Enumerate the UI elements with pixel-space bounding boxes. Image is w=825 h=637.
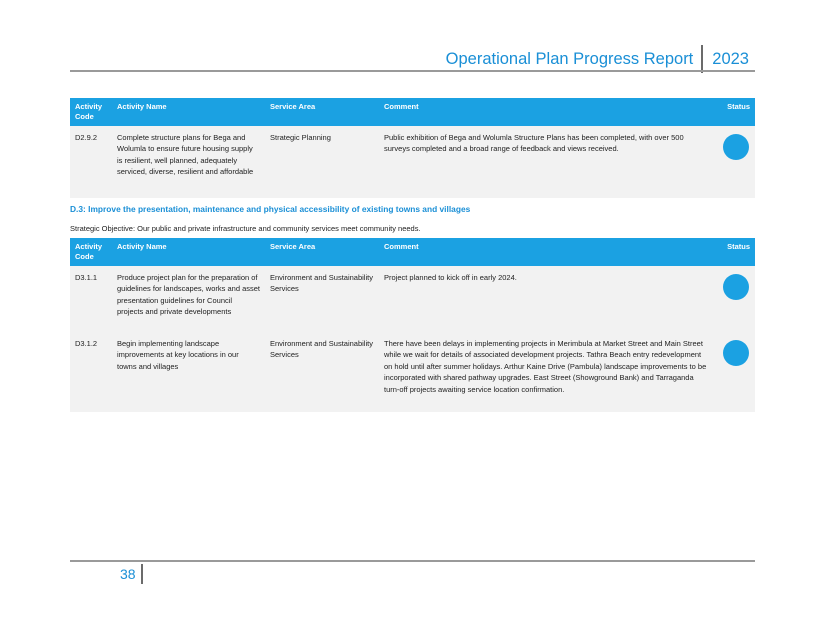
activity-table-d2 — [70, 98, 755, 198]
status-cell — [714, 332, 755, 412]
col-service-area: Service Area — [265, 238, 379, 266]
footer-rule — [70, 560, 755, 562]
comment: Public exhibition of Bega and Wolumla Structure Plans has been completed, with over 500 surveys completed and a broad range of feedback and views received. — [379, 126, 714, 198]
col-activity-code: Activity Code — [70, 238, 112, 266]
col-comment: Comment — [379, 238, 714, 266]
table-row — [70, 332, 755, 412]
table-row — [70, 266, 755, 332]
service-area: Environment and Sustainability Services — [265, 332, 379, 412]
activity-table-d3 — [70, 238, 755, 412]
report-year: 2023 — [712, 49, 749, 68]
activity-name: Produce project plan for the preparation of guidelines for landscapes, works and asset presentation guidelines for Council projects and private developments — [112, 266, 265, 332]
status-cell — [714, 266, 755, 332]
service-area: Strategic Planning — [265, 126, 379, 198]
activity-code: D3.1.1 — [70, 266, 112, 332]
col-service-area: Service Area — [265, 98, 379, 126]
col-status: Status — [714, 238, 755, 266]
col-comment: Comment — [379, 98, 714, 126]
table-header-row — [70, 238, 755, 266]
strategic-objective: Strategic Objective: Our public and private infrastructure and community services meet community needs. — [70, 224, 421, 233]
col-status: Status — [714, 98, 755, 126]
activity-name: Complete structure plans for Bega and Wolumla to ensure future housing supply is resilient, well planned, adequately serviced, diverse, resilient and affordable — [112, 126, 265, 198]
col-activity-code: Activity Code — [70, 98, 112, 126]
header-divider — [701, 45, 703, 73]
service-area: Environment and Sustainability Services — [265, 266, 379, 332]
col-activity-name: Activity Name — [112, 98, 265, 126]
status-indicator — [723, 274, 749, 300]
table-header-row — [70, 98, 755, 126]
activity-name: Begin implementing landscape improvements at key locations in our towns and villages — [112, 332, 265, 412]
comment: Project planned to kick off in early 2024. — [379, 266, 714, 332]
status-cell — [714, 126, 755, 198]
activity-code: D2.9.2 — [70, 126, 112, 198]
section-heading: D.3: Improve the presentation, maintenance and physical accessibility of existing towns and villages — [70, 204, 471, 214]
table-row — [70, 126, 755, 198]
header-rule — [70, 70, 755, 72]
report-title: Operational Plan Progress Report — [445, 49, 694, 68]
page-number: 38 — [120, 566, 136, 582]
col-activity-name: Activity Name — [112, 238, 265, 266]
status-indicator — [723, 134, 749, 160]
footer-divider — [141, 564, 143, 584]
page-footer — [120, 564, 143, 584]
status-indicator — [723, 340, 749, 366]
comment: There have been delays in implementing projects in Merimbula at Market Street and Main Street while we wait for details of associated development projects. Tathra Beach entry redevelopment on hold until after summer holidays. Arthur Kaine Drive (Pambula) landscape improvements to be incorporated with shared pathway upgrades. East Street (Showground Bank) and Tarraganda turn-off projects awaiting service location confirmation. — [379, 332, 714, 412]
activity-code: D3.1.2 — [70, 332, 112, 412]
